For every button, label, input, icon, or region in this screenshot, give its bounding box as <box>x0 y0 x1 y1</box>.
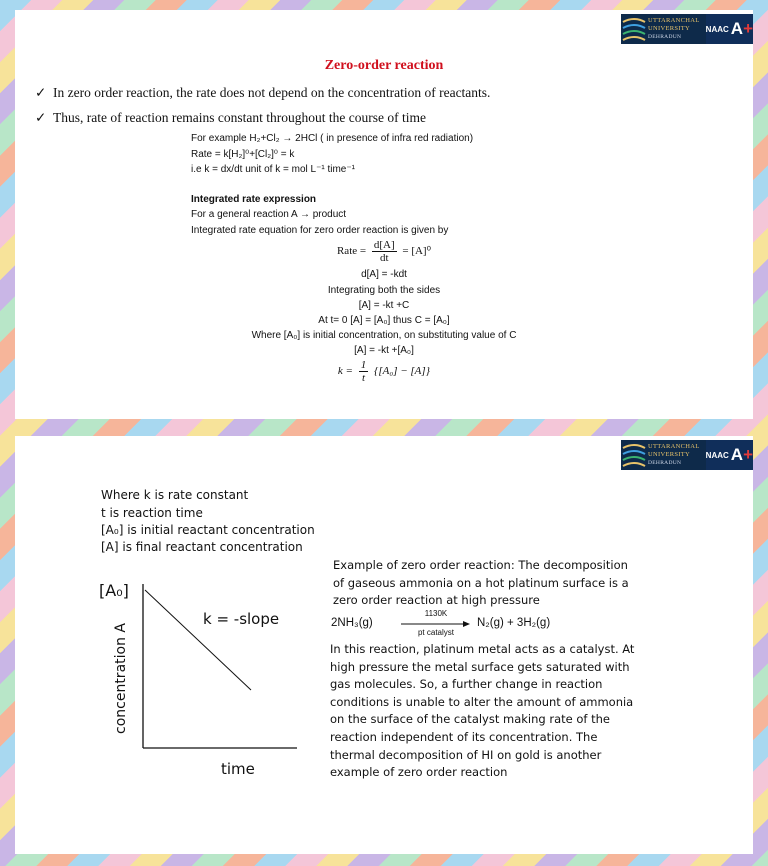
logo-line-1: UTTARANCHAL <box>648 443 700 450</box>
general-reaction-line: For a general reaction A → product <box>191 209 347 220</box>
explanation-line-3: gas molecules. So, a further change in reaction <box>330 677 603 692</box>
naac-label: NAAC <box>705 24 729 34</box>
rate-eq-denominator: dt <box>379 252 389 264</box>
explanation-line-5: on the surface of the catalyst making rate of the <box>330 712 610 727</box>
definition-1: Where k is rate constant <box>101 488 249 502</box>
explanation-line-6: reaction independent of its concentration. The <box>330 729 598 744</box>
definition-3: [A₀] is initial reactant concentration <box>101 523 315 537</box>
explanation-line-7: thermal decomposition of HI on gold is another <box>330 747 602 762</box>
slide-1 <box>15 10 753 419</box>
example-line-1: Example of zero order reaction: The decomposition <box>333 558 628 572</box>
reaction-arrow-icon <box>401 620 471 628</box>
naac-badge <box>706 14 753 44</box>
university-emblem-icon <box>621 440 646 470</box>
definition-2: t is reaction time <box>101 506 203 520</box>
checkmark-icon: ✓ <box>35 85 47 100</box>
equation-line-2: Integrating both the sides <box>327 285 441 296</box>
logo-line-1: UTTARANCHAL <box>648 17 700 24</box>
units-line: i.e k = dx/dt unit of k = mol L⁻¹ time⁻¹ <box>191 164 355 175</box>
bullet-2 <box>35 110 426 126</box>
logo-line-2: UNIVERSITY <box>648 25 690 32</box>
reaction-reactant: 2NH₃(g) <box>331 617 373 629</box>
initial-concentration-label: [A₀] <box>99 581 129 600</box>
naac-grade: A <box>730 19 744 38</box>
slide-title: Zero-order reaction <box>324 58 444 73</box>
slide-2 <box>15 436 753 854</box>
naac-grade: A <box>730 445 744 464</box>
rate-eq-rhs: = [A]⁰ <box>402 245 432 258</box>
reaction-catalyst: pt catalyst <box>417 628 454 637</box>
example-line-2: of gaseous ammonia on a hot platinum surface is a <box>333 575 629 590</box>
example-line-3: zero order reaction at high pressure <box>333 593 540 608</box>
university-emblem-icon <box>621 14 646 44</box>
slope-label: k = -slope <box>203 610 280 628</box>
rate-line: Rate = k[H₂]⁰+[Cl₂]⁰ = k <box>191 149 295 160</box>
equation-line-4: At t= 0 [A] = [A₀] thus C = [A₀] <box>318 315 450 326</box>
reaction-products: N₂(g) + 3H₂(g) <box>477 617 551 629</box>
bullet-1-text: In zero order reaction, the rate does not depend on the concentration of reactants. <box>53 85 491 100</box>
example-paragraph <box>333 557 673 610</box>
rate-equation <box>15 239 753 264</box>
naac-grade-plus: + <box>743 445 753 464</box>
example-line: For example H₂+Cl₂ → 2HCl ( in presence of infra red radiation) <box>191 133 474 144</box>
naac-grade-plus: + <box>743 19 753 38</box>
k-equation <box>15 359 753 384</box>
explanation-line-1: In this reaction, platinum metal acts as a catalyst. At <box>330 642 635 656</box>
y-axis-label: concentration A <box>113 623 129 734</box>
explanation-paragraph <box>330 641 670 782</box>
explanation-line-8: example of zero order reaction <box>330 765 508 780</box>
explanation-line-2: high pressure the metal surface gets saturated with <box>330 659 630 674</box>
concentration-line <box>145 590 251 690</box>
logo-line-3: DEHRADUN <box>648 460 682 466</box>
k-eq-lhs: k = <box>337 365 353 378</box>
equation-line-6: [A] = -kt +[A₀] <box>354 345 414 356</box>
equation-line-5: Where [A₀] is initial concentration, on substituting value of C <box>251 330 517 341</box>
equation-line-3: [A] = -kt +C <box>358 300 410 311</box>
university-logo <box>621 440 753 470</box>
explanation-line-4: conditions is unable to alter the amount of ammonia <box>330 694 634 709</box>
logo-line-3: DEHRADUN <box>648 34 682 40</box>
integrated-equation-line: Integrated rate equation for zero order reaction is given by <box>191 225 449 236</box>
k-eq-numerator: 1 <box>360 359 367 371</box>
equation-line-1: d[A] = -kdt <box>361 269 407 280</box>
rate-eq-numerator: d[A] <box>373 239 395 251</box>
university-logo <box>621 14 753 44</box>
naac-label: NAAC <box>705 450 729 460</box>
integrated-heading: Integrated rate expression <box>191 194 317 205</box>
k-eq-rhs: {[A₀] − [A]} <box>373 365 431 378</box>
bullet-2-text: Thus, rate of reaction remains constant throughout the course of time <box>53 110 427 125</box>
k-eq-denominator: t <box>361 372 365 384</box>
reaction-temperature: 1130K <box>424 609 448 618</box>
bullet-1 <box>35 85 490 101</box>
logo-line-2: UNIVERSITY <box>648 451 690 458</box>
checkmark-icon: ✓ <box>35 110 47 125</box>
ammonia-reaction <box>331 609 671 639</box>
x-axis-label: time <box>221 760 255 778</box>
naac-badge <box>706 440 753 470</box>
rate-eq-lhs: Rate = <box>336 245 367 258</box>
zero-order-graph <box>95 574 315 784</box>
definition-4: [A] is final reactant concentration <box>101 540 303 554</box>
